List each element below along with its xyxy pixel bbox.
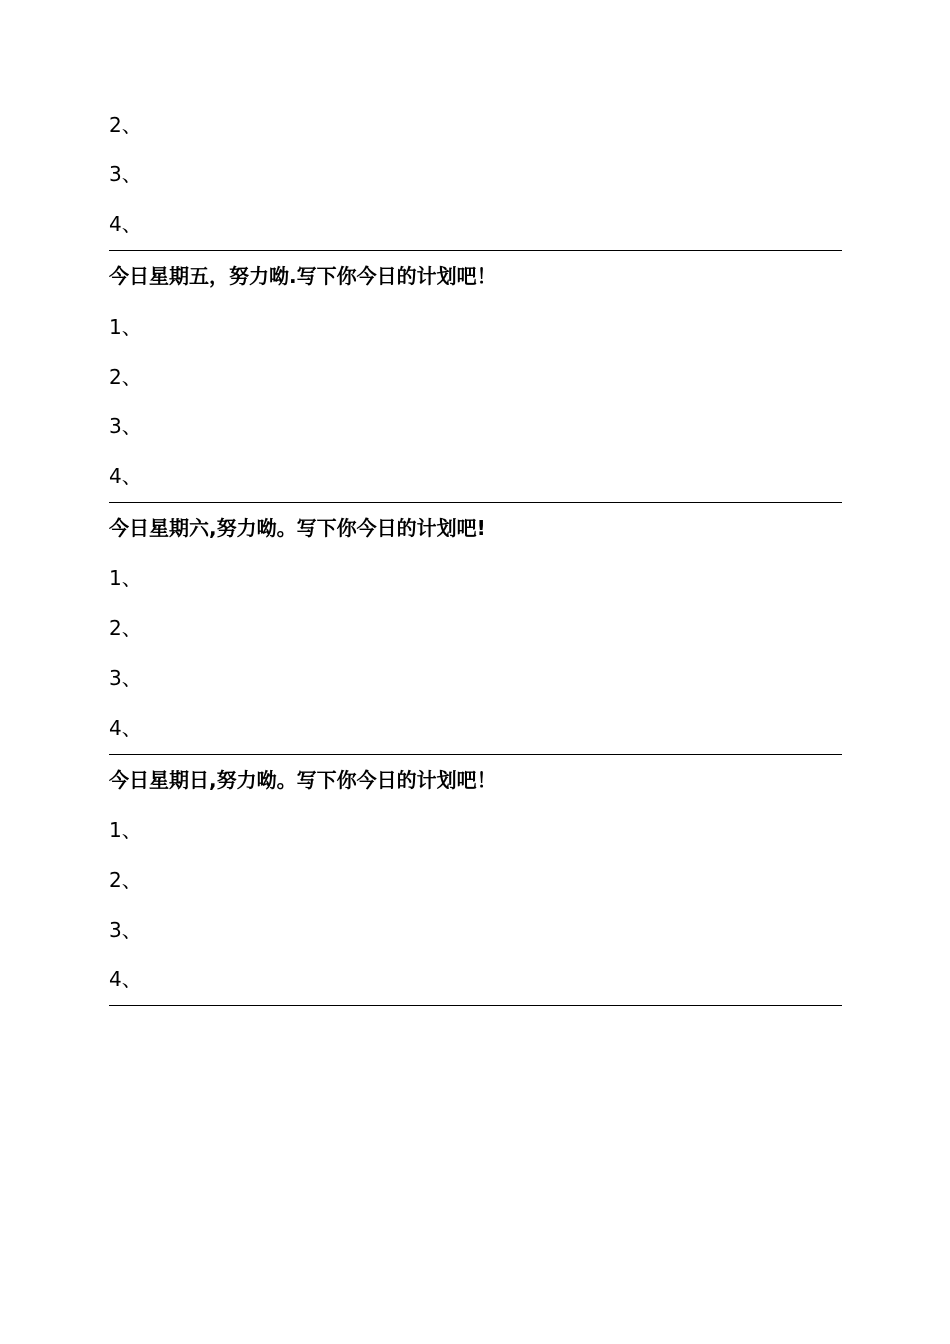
section-heading-friday: 今日星期五，努力呦.写下你今日的计划吧！ — [109, 264, 497, 288]
plan-item: 2、 — [109, 365, 142, 389]
plan-item: 3、 — [109, 162, 142, 186]
plan-item: 2、 — [109, 113, 142, 137]
section-heading-sunday: 今日星期日,努力呦。写下你今日的计划吧！ — [109, 768, 497, 792]
plan-item: 3、 — [109, 666, 142, 690]
plan-item: 2、 — [109, 868, 142, 892]
plan-item: 3、 — [109, 918, 142, 942]
plan-item: 1、 — [109, 315, 142, 339]
section-divider — [109, 1005, 842, 1006]
plan-item: 4、 — [109, 464, 142, 488]
plan-item: 4、 — [109, 967, 142, 991]
plan-item: 4、 — [109, 212, 142, 236]
plan-item: 4、 — [109, 716, 142, 740]
plan-item: 2、 — [109, 616, 142, 640]
section-divider — [109, 250, 842, 251]
section-heading-saturday: 今日星期六,努力呦。写下你今日的计划吧! — [109, 516, 486, 540]
plan-item: 3、 — [109, 414, 142, 438]
section-divider — [109, 502, 842, 503]
plan-item: 1、 — [109, 818, 142, 842]
plan-item: 1、 — [109, 566, 142, 590]
section-divider — [109, 754, 842, 755]
